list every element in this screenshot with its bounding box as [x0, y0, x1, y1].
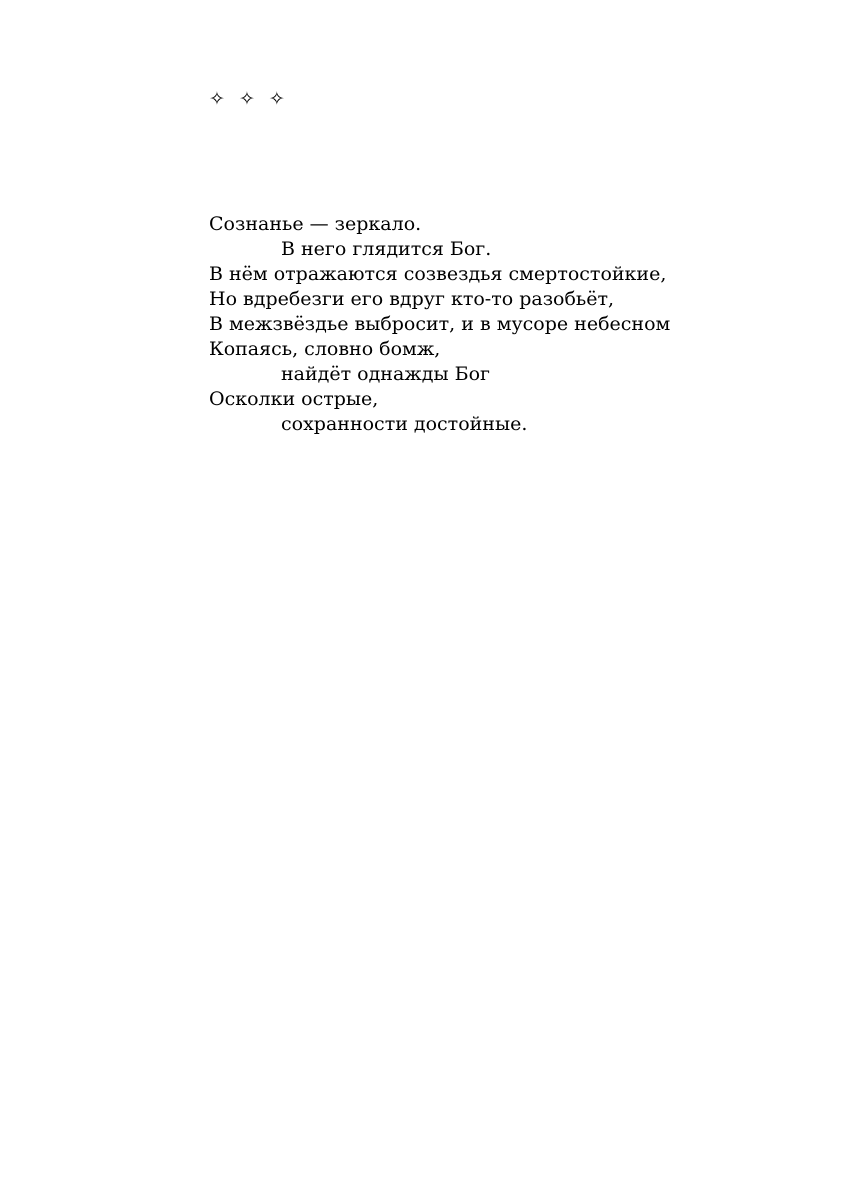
- poem-line: В межзвёздье выбросит, и в мусоре небесном: [209, 313, 671, 335]
- poem-line: В нём отражаются созвездья смертостойкие,: [209, 263, 667, 285]
- poem-line: Осколки острые,: [209, 388, 379, 410]
- poem-line: найдёт однажды Бог: [281, 363, 490, 385]
- poem-line: Сознанье — зеркало.: [209, 213, 422, 235]
- section-ornament: ✧ ✧ ✧: [209, 88, 289, 110]
- poem: [209, 212, 809, 437]
- poem-line: В него глядится Бог.: [281, 238, 492, 260]
- poem-line: Копаясь, словно бомж,: [209, 338, 441, 360]
- poem-line: Но вдребезги его вдруг кто-то разобьёт,: [209, 288, 615, 310]
- poem-line: сохранности достойные.: [281, 413, 528, 435]
